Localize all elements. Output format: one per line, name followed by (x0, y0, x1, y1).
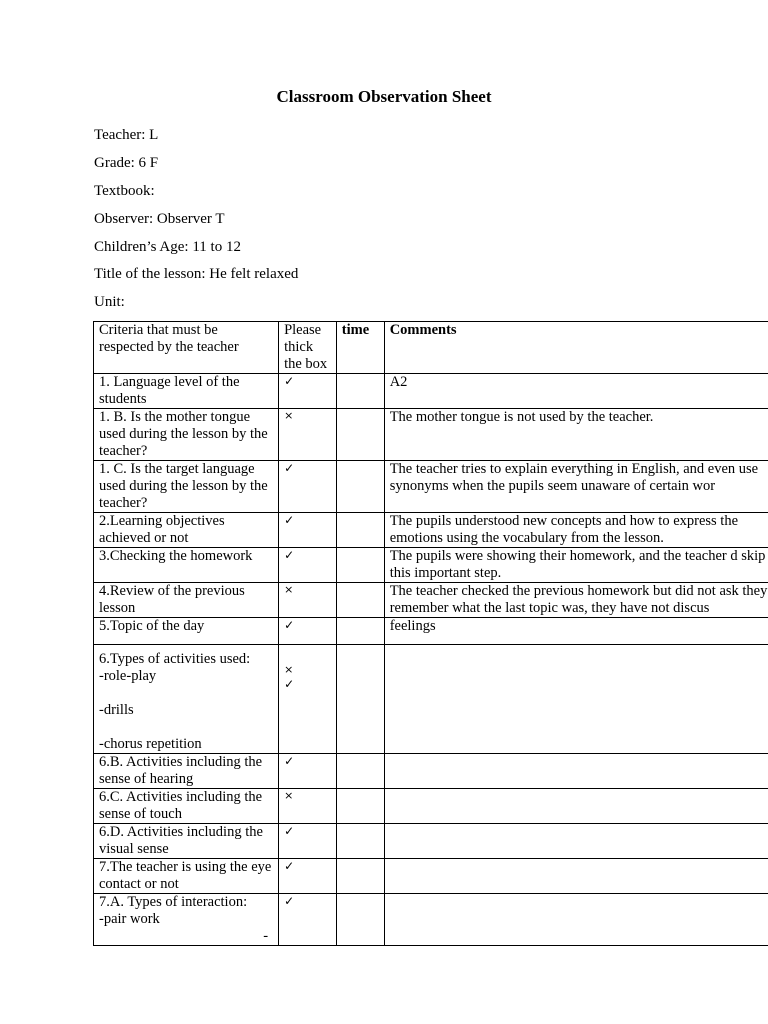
criteria-dash: - (263, 928, 269, 944)
criteria-cell: 1. C. Is the target language used during the lesson by the teacher? (94, 461, 279, 513)
comment-cell: A2 (384, 374, 768, 409)
lesson-title-field: Title of the lesson: He felt relaxed (94, 266, 299, 282)
unit-field: Unit: (94, 294, 125, 310)
check-mark-icon: ✓ (284, 754, 295, 768)
table-row (94, 789, 768, 824)
time-cell (336, 409, 384, 461)
check-mark-icon: ✓ (284, 677, 295, 691)
time-cell (336, 754, 384, 789)
table-row (94, 409, 768, 461)
table-row (94, 754, 768, 789)
cross-mark-icon: × (284, 663, 294, 676)
cross-mark-icon: × (284, 409, 294, 422)
check-mark-icon: ✓ (284, 548, 295, 562)
check-mark-icon: ✓ (284, 374, 295, 388)
time-cell (336, 374, 384, 409)
check-mark-icon: ✓ (284, 618, 295, 632)
time-cell (336, 461, 384, 513)
header-comments: Comments (384, 322, 768, 374)
criteria-line: -role-play (99, 668, 157, 684)
table-row (94, 645, 768, 754)
teacher-field: Teacher: L (94, 127, 159, 143)
check-mark-icon: ✓ (284, 894, 295, 908)
comment-cell (384, 859, 768, 894)
comment-cell (384, 645, 768, 754)
criteria-line (99, 685, 273, 702)
header-tick: Please thick the box (279, 322, 337, 374)
comment-cell (384, 824, 768, 859)
time-cell (336, 645, 384, 754)
table-row (94, 859, 768, 894)
observation-table (93, 321, 768, 946)
grade-field: Grade: 6 F (94, 155, 159, 171)
criteria-line: -chorus repetition (99, 736, 202, 752)
comment-cell (384, 894, 768, 946)
table-row (94, 824, 768, 859)
check-mark-icon: ✓ (284, 824, 295, 838)
time-cell (336, 789, 384, 824)
table-row (94, 513, 768, 548)
table-row (94, 894, 768, 946)
comment-cell: feelings (384, 618, 768, 645)
comment-cell: The mother tongue is not used by the teacher. (384, 409, 768, 461)
time-cell (336, 583, 384, 618)
table-row (94, 618, 768, 645)
criteria-cell: 6.B. Activities including the sense of hearing (94, 754, 279, 789)
criteria-line: -drills (99, 702, 134, 718)
table-row (94, 461, 768, 513)
comment-cell: The pupils were showing their homework, and the teacher d skip this important step. (384, 548, 768, 583)
age-field: Children’s Age: 11 to 12 (94, 239, 241, 255)
comment-cell: The teacher checked the previous homework but did not ask they remember what the last topic was, they have not discus (384, 583, 768, 618)
observer-field: Observer: Observer T (94, 211, 225, 227)
check-mark-icon: ✓ (284, 859, 295, 873)
criteria-cell: 6.D. Activities including the visual sense (94, 824, 279, 859)
comment-cell: The teacher tries to explain everything in English, and even use synonyms when the pupils seem unaware of certain wor (389, 461, 759, 494)
criteria-cell: 4.Review of the previous lesson (94, 583, 279, 618)
comment-cell (384, 789, 768, 824)
table-row (94, 548, 768, 583)
criteria-cell: 6.C. Activities including the sense of touch (94, 789, 279, 824)
criteria-cell: 7.The teacher is using the eye contact or not (94, 859, 279, 894)
time-cell (336, 824, 384, 859)
check-mark-icon: ✓ (284, 513, 295, 527)
criteria-cell: 3.Checking the homework (94, 548, 279, 583)
time-cell (336, 618, 384, 645)
page-title: Classroom Observation Sheet (276, 87, 492, 106)
time-cell (336, 894, 384, 946)
cross-mark-icon: × (284, 583, 294, 596)
table-header-row (94, 322, 768, 374)
comment-cell: The pupils understood new concepts and how to express the emotions using the vocabulary from the lesson. (384, 513, 768, 548)
criteria-line: 6.Types of activities used: (99, 651, 251, 667)
criteria-cell: 2.Learning objectives achieved or not (94, 513, 279, 548)
criteria-cell: 5.Topic of the day (94, 618, 279, 645)
comment-cell (384, 754, 768, 789)
cross-mark-icon: × (284, 789, 294, 802)
time-cell (336, 859, 384, 894)
criteria-cell: 1. B. Is the mother tongue used during the lesson by the teacher? (94, 409, 279, 461)
check-mark-icon: ✓ (284, 461, 295, 475)
header-time: time (336, 322, 384, 374)
time-cell (336, 513, 384, 548)
criteria-cell: 1. Language level of the students (94, 374, 279, 409)
time-cell (336, 548, 384, 583)
table-row (94, 583, 768, 618)
header-criteria: Criteria that must be respected by the teacher (94, 322, 279, 374)
textbook-field: Textbook: (94, 183, 155, 199)
criteria-line (99, 719, 273, 736)
criteria-line: -pair work (99, 911, 160, 927)
table-row (94, 374, 768, 409)
criteria-line: 7.A. Types of interaction: (99, 894, 248, 910)
